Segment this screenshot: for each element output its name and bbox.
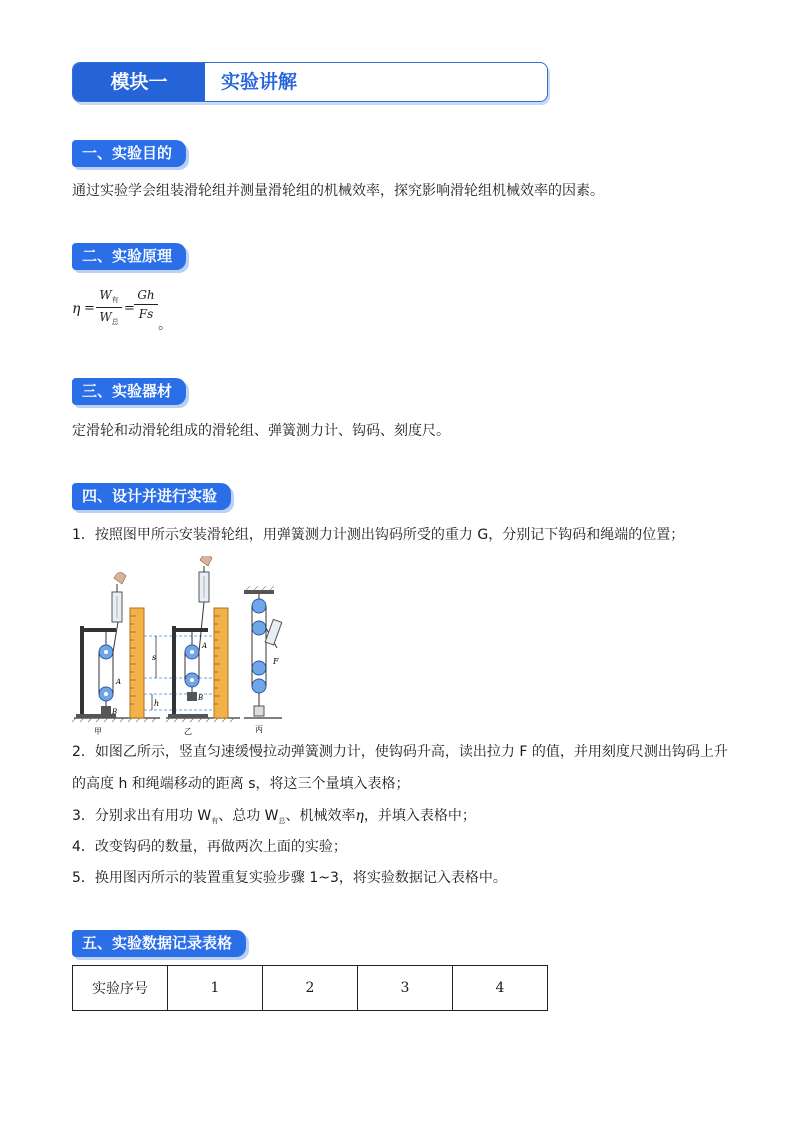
table-row (73, 966, 548, 1011)
step-2-cont: 的高度 h 和绳端移动的距离 s，将这三个量填入表格； (72, 776, 410, 792)
module-label: 模块一 (73, 63, 205, 101)
label-s: s (152, 653, 157, 662)
formula-period: 。 (158, 317, 172, 333)
formula-denominator: Fs (138, 307, 154, 321)
equipment-text: 定滑轮和动滑轮组成的滑轮组、弹簧测力计、钩码、刻度尺。 (72, 423, 450, 439)
table-cell: 4 (453, 966, 548, 1011)
step-4: 4．改变钩码的数量，再做两次上面的实验； (72, 839, 347, 855)
pulley-experiment-figure (72, 556, 302, 738)
label-h: h (154, 699, 160, 708)
purpose-text: 通过实验学会组装滑轮组并测量滑轮组的机械效率，探究影响滑轮组机械效率的因素。 (72, 183, 604, 199)
label-A-jia: A (116, 678, 122, 686)
efficiency-formula (72, 284, 192, 334)
module-banner (72, 62, 548, 102)
section-heading-equipment: 三、实验器材 (72, 378, 186, 405)
section-heading-table: 五、实验数据记录表格 (72, 930, 246, 957)
label-jia: 甲 (94, 727, 102, 736)
label-B-yi: B (198, 694, 204, 702)
section-heading-procedure: 四、设计并进行实验 (72, 483, 231, 510)
total-subscript: 总 (111, 318, 119, 326)
formula-equals-2: = (124, 301, 135, 316)
formula-numerator: Gh (137, 288, 155, 302)
label-bing: 丙 (255, 725, 263, 734)
table-header-cell: 实验序号 (73, 966, 168, 1011)
formula-eta: η (72, 301, 81, 317)
formula-gh-fs (134, 288, 158, 321)
label-A-yi: A (202, 642, 208, 650)
data-record-table (72, 965, 548, 1011)
step-2: 2．如图乙所示，竖直匀速缓慢拉动弹簧测力计，使钩码升高，读出拉力 F 的值，并用刻度尺测出钩码上升 (72, 744, 728, 760)
table-cell: 3 (358, 966, 453, 1011)
label-yi: 乙 (184, 727, 192, 736)
formula-equals: = (84, 301, 95, 316)
step-3: 3．分别求出有用功 $W_有$、总功 $W_总$、机械效率η，并填入表格中； (72, 808, 476, 825)
label-B-jia: B (112, 708, 118, 716)
table-cell: 1 (168, 966, 263, 1011)
label-F: F (273, 657, 279, 666)
table-cell: 2 (263, 966, 358, 1011)
formula-work-ratio: $W_有$ $W_总$ (96, 288, 122, 327)
module-title: 实验讲解 (221, 71, 298, 93)
useful-subscript: 有 (111, 296, 119, 304)
step-5: 5．换用图丙所示的装置重复实验步骤 1~3，将实验数据记入表格中。 (72, 870, 507, 886)
step-1: 1．按照图甲所示安装滑轮组，用弹簧测力计测出钩码所受的重力 G，分别记下钩码和绳端的位置； (72, 527, 685, 543)
section-heading-purpose: 一、实验目的 (72, 140, 186, 167)
section-heading-principle: 二、实验原理 (72, 243, 186, 270)
